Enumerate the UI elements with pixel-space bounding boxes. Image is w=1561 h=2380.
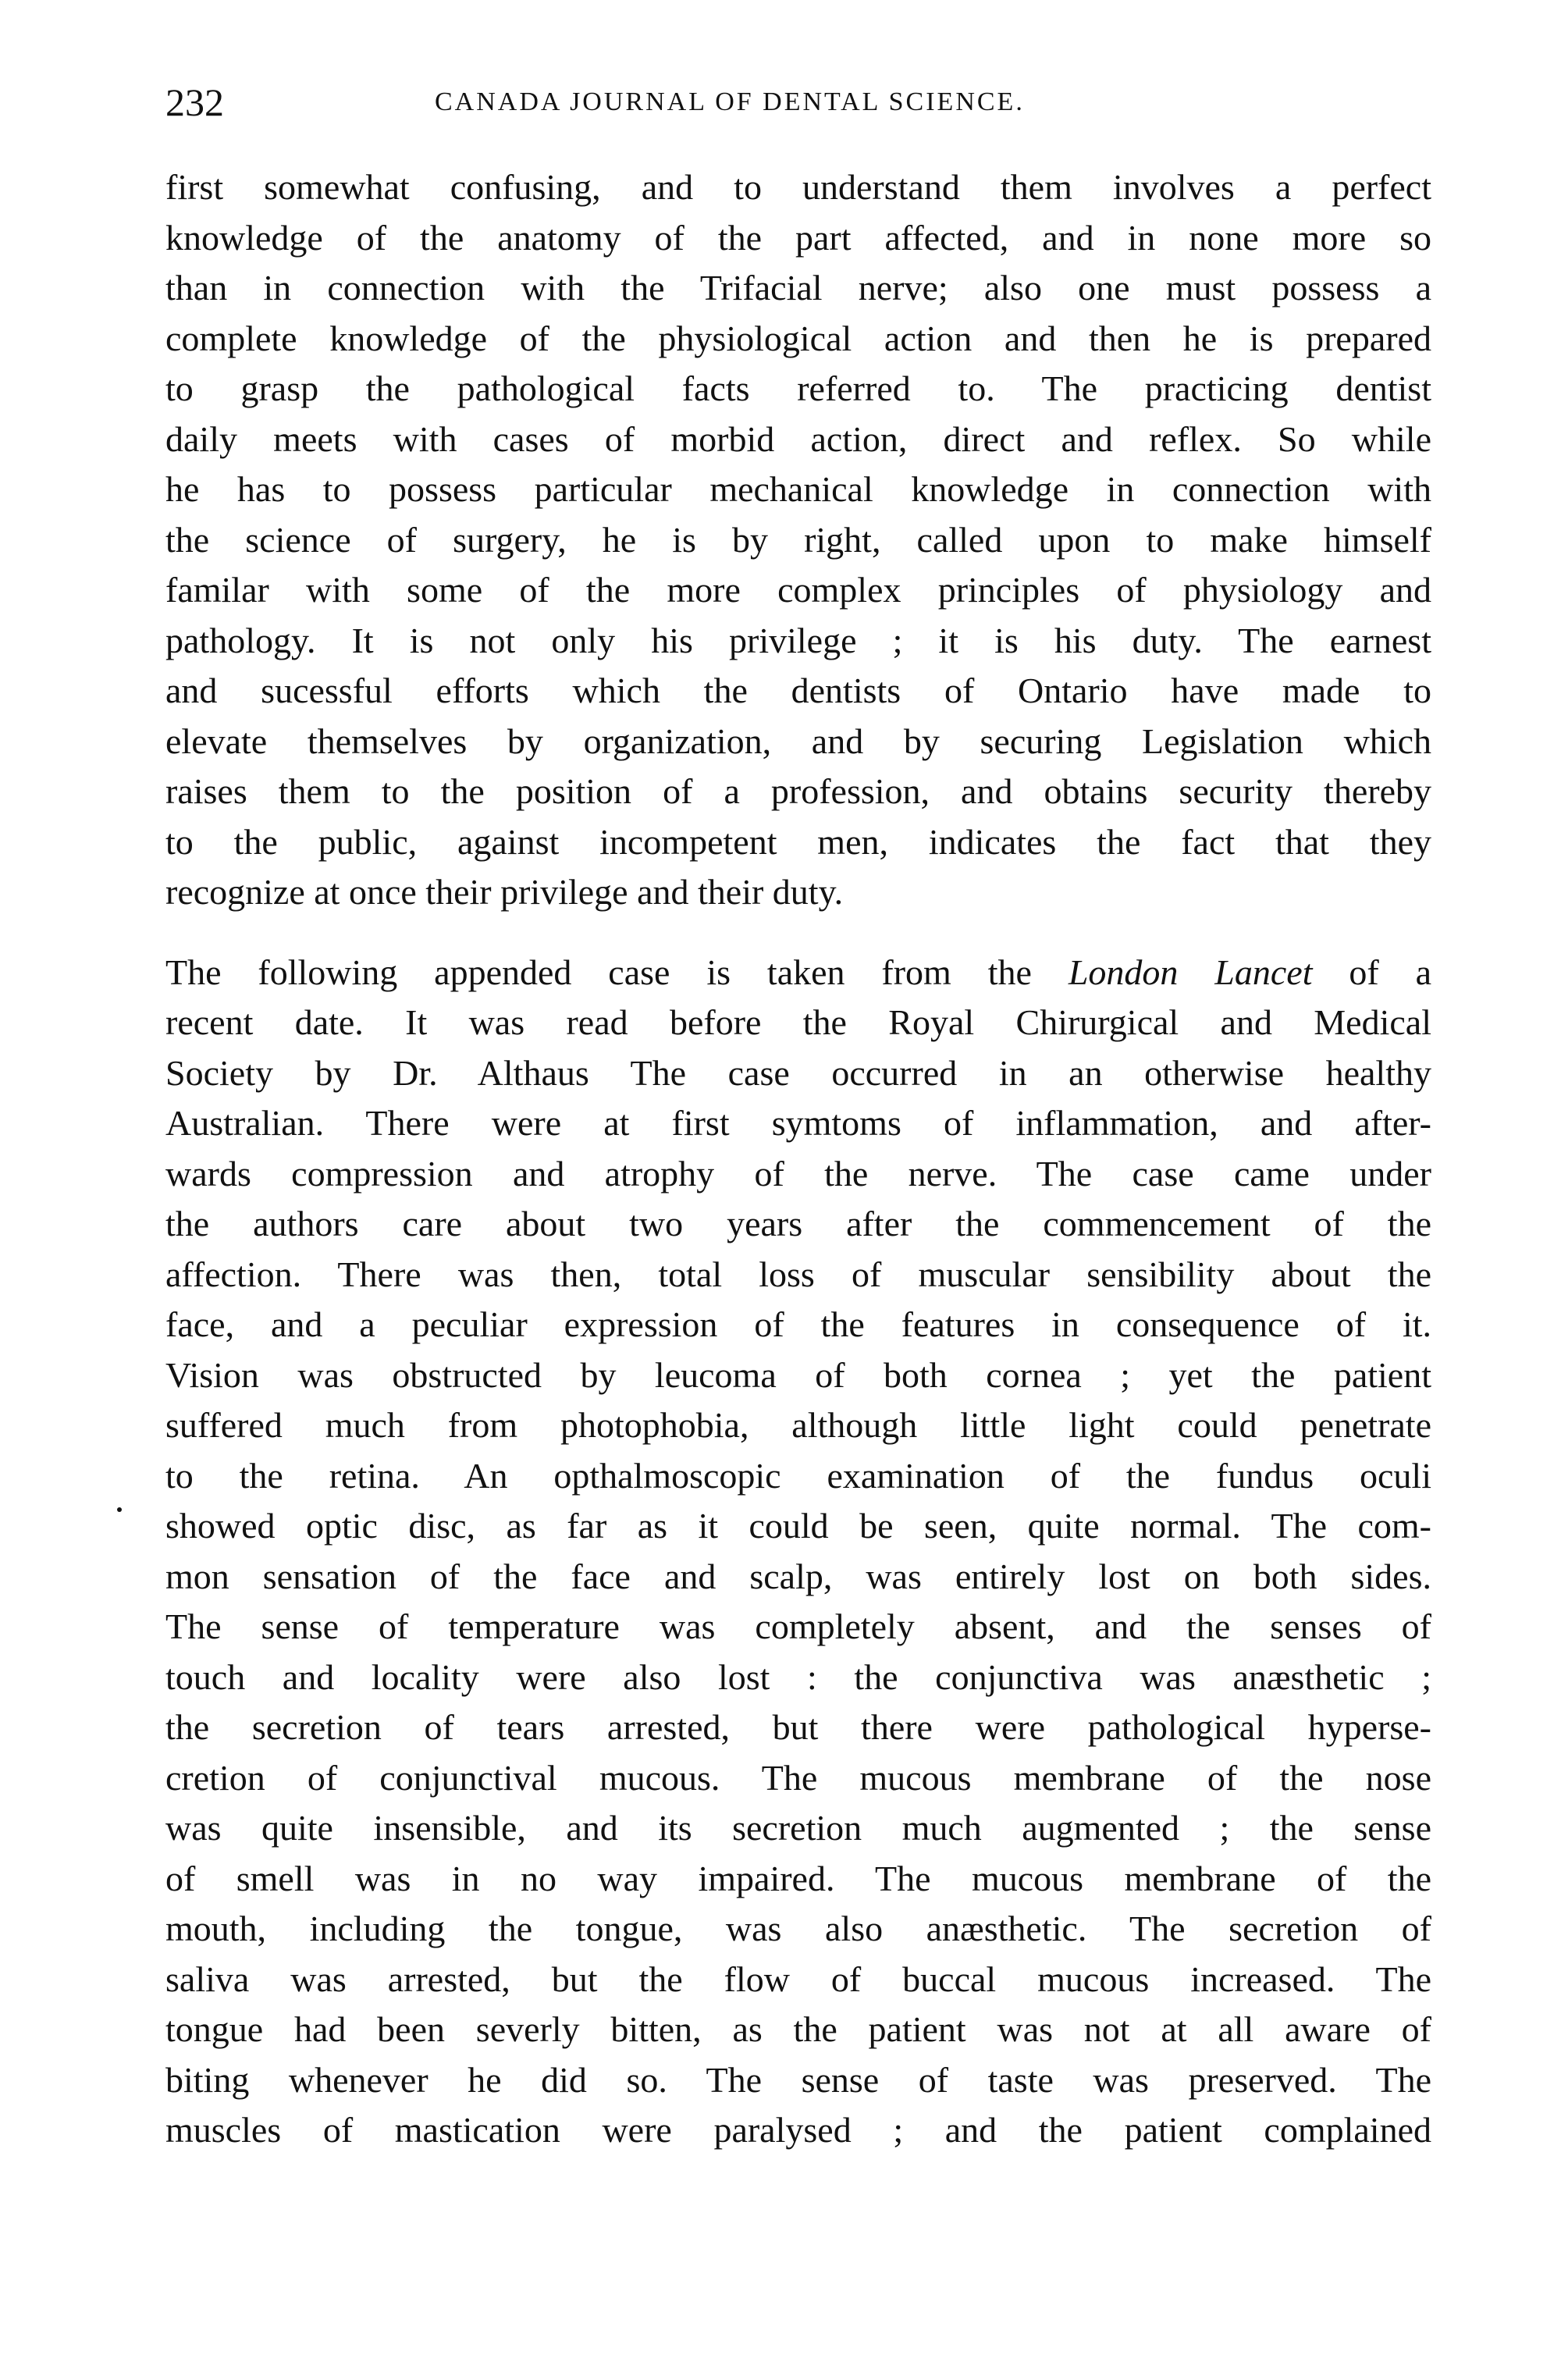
text-line: the secretion of tears arrested, but there were pathological hyperse-: [165, 1707, 1431, 1747]
text-line: knowledge of the anatomy of the part affected, and in none more so: [165, 217, 1431, 258]
text-line: elevate themselves by organization, and by securing Legislation which: [165, 720, 1431, 761]
text-line: first somewhat confusing, and to understand them involves a perfect: [165, 167, 1431, 207]
text-run: of a: [1312, 952, 1431, 992]
text-line: the science of surgery, he is by right, called upon to make himself: [165, 519, 1431, 560]
page-number: 232: [165, 80, 224, 124]
text-line: recognize at once their privilege and their duty.: [165, 872, 844, 912]
text-line: to the retina. An opthalmoscopic examination of the fundus oculi: [165, 1455, 1431, 1496]
text-line: tongue had been severly bitten, as the patient was not at all aware of: [165, 2009, 1431, 2049]
running-head: CANADA JOURNAL OF DENTAL SCIENCE.: [435, 87, 1025, 116]
text-line: Australian. There were at first symtoms of inflammation, and after-: [165, 1103, 1431, 1143]
text-line: [165, 948, 1431, 998]
paragraph-2: [165, 948, 1431, 2156]
text-line: complete knowledge of the physiological action and then he is prepared: [165, 318, 1431, 358]
text-line: mon sensation of the face and scalp, was entirely lost on both sides.: [165, 1556, 1431, 1596]
article-body: [165, 162, 1431, 2156]
text-line: Society by Dr. Althaus The case occurred in an otherwise healthy: [165, 1052, 1431, 1093]
text-line: The sense of temperature was completely absent, and the senses of: [165, 1606, 1431, 1646]
journal-title: London Lancet: [1068, 952, 1313, 992]
text-line: muscles of mastication were paralysed ; and the patient complained: [165, 2110, 1431, 2150]
text-line: of smell was in no way impaired. The mucous membrane of the: [165, 1858, 1431, 1898]
text-line: saliva was arrested, but the flow of buccal mucous increased. The: [165, 1958, 1431, 1999]
text-line: affection. There was then, total loss of muscular sensibility about the: [165, 1254, 1431, 1294]
margin-mark: [117, 1507, 122, 1512]
text-line: to grasp the pathological facts referred to. The practicing dentist: [165, 368, 1431, 408]
text-line: pathology. It is not only his privilege ; it is his duty. The earnest: [165, 620, 1431, 660]
text-line: cretion of conjunctival mucous. The mucous membrane of the nose: [165, 1757, 1431, 1798]
text-line: biting whenever he did so. The sense of taste was preserved. The: [165, 2059, 1431, 2100]
text-line: recent date. It was read before the Royal Chirurgical and Medical: [165, 1002, 1431, 1042]
text-line: Vision was obstructed by leucoma of both cornea ; yet the patient: [165, 1354, 1431, 1395]
text-line: than in connection with the Trifacial nerve; also one must possess a: [165, 268, 1431, 308]
text-line: touch and locality were also lost : the conjunctiva was anæsthetic ;: [165, 1656, 1431, 1697]
text-line: showed optic disc, as far as it could be seen, quite normal. The com-: [165, 1506, 1431, 1546]
paragraph-1: [165, 162, 1431, 918]
text-line: he has to possess particular mechanical knowledge in connection with: [165, 469, 1431, 509]
text-line: was quite insensible, and its secretion much augmented ; the sense: [165, 1808, 1431, 1848]
text-line: raises them to the position of a profession, and obtains security thereby: [165, 771, 1431, 811]
text-line: face, and a peculiar expression of the features in consequence of it.: [165, 1304, 1431, 1344]
page-header: [165, 75, 1431, 130]
text-line: to the public, against incompetent men, indicates the fact that they: [165, 821, 1431, 862]
text-line: and sucessful efforts which the dentists of Ontario have made to: [165, 671, 1431, 710]
text-line: the authors care about two years after the commencement of the: [165, 1204, 1431, 1243]
text-run: The following appended case is taken from the: [165, 952, 1069, 992]
text-line: familar with some of the more complex principles of physiology and: [165, 570, 1431, 610]
text-line: mouth, including the tongue, was also anæsthetic. The secretion of: [165, 1909, 1431, 1948]
text-line: suffered much from photophobia, although little light could penetrate: [165, 1405, 1431, 1445]
text-line: wards compression and atrophy of the nerve. The case came under: [165, 1153, 1431, 1194]
text-line: daily meets with cases of morbid action, direct and reflex. So while: [165, 418, 1431, 459]
